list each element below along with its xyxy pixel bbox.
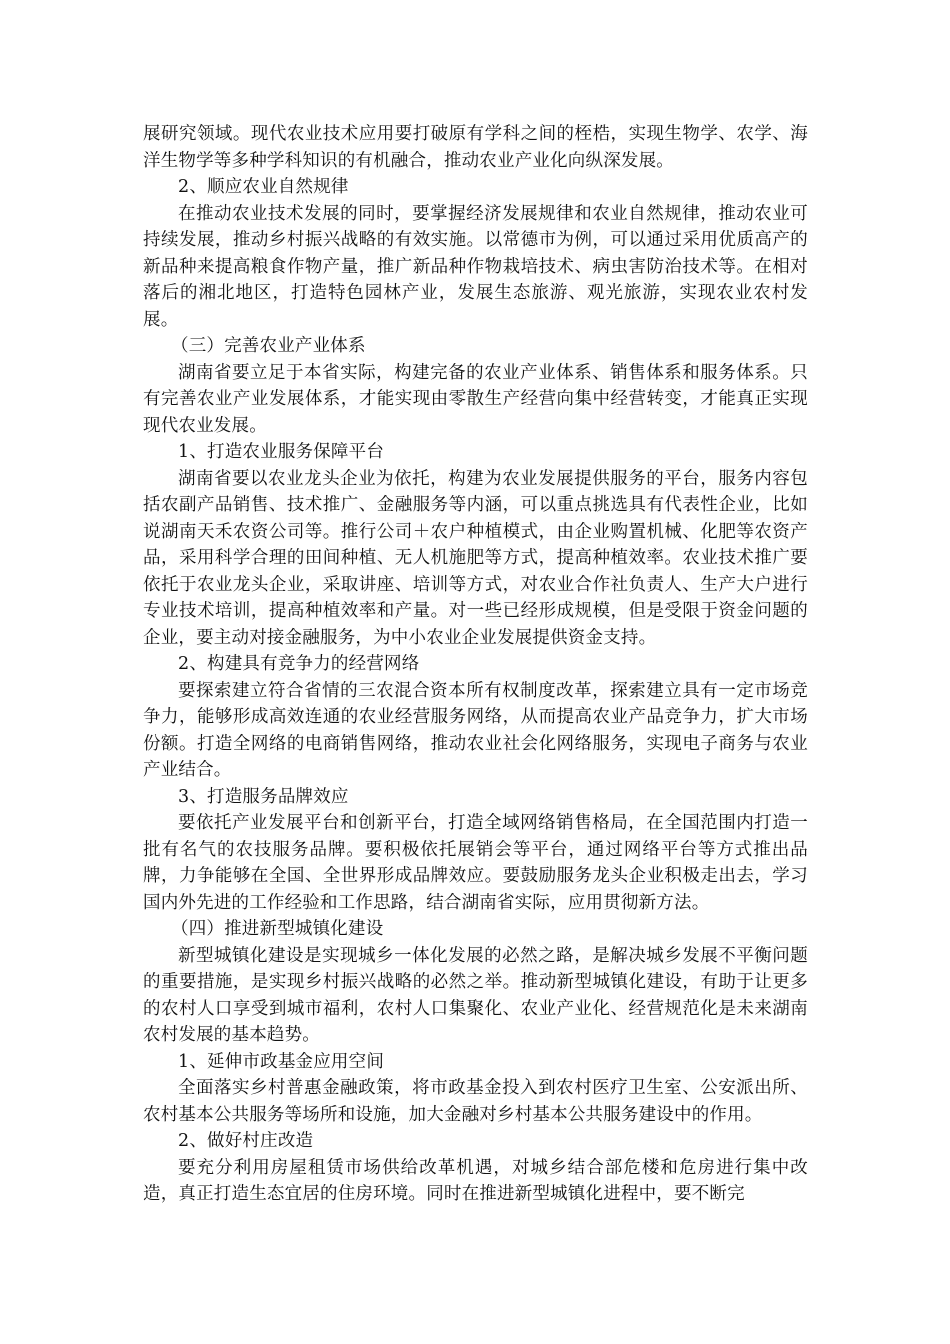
paragraph: 在推动农业技术发展的同时，要掌握经济发展规律和农业自然规律，推动农业可持续发展，推动乡村振兴战略的有效实施。以常德市为例，可以通过采用优质高产的新品种来提高粮食作物产量，推广新品种作物栽培技术、病虫害防治技术等。在相对落后的湘北地区，打造特色园林产业，发展生态旅游、观光旅游，实现农业农村发展。 [143,203,808,330]
paragraph: 湖南省要立足于本省实际，构建完备的农业产业体系、销售体系和服务体系。只有完善农业产业发展体系，才能实现由零散生产经营向集中经营转变，才能真正实现现代农业发展。 [143,362,808,436]
paragraph: 新型城镇化建设是实现城乡一体化发展的必然之路，是解决城乡发展不平衡问题的重要措施，是实现乡村振兴战略的必然之举。推动新型城镇化建设，有助于让更多的农村人口享受到城市福利，农村人口集聚化、农业产业化、经营规范化是未来湖南农村发展的基本趋势。 [143,945,808,1045]
subheading-follow-nature: 2、顺应农业自然规律 [178,177,349,197]
document-page [143,121,808,1208]
section-heading-industry-system: （三）完善农业产业体系 [171,336,366,356]
section-heading-urbanization: （四）推进新型城镇化建设 [171,919,384,939]
paragraph: 要依托产业发展平台和创新平台，打造全域网络销售格局，在全国范围内打造一批有名气的农技服务品牌。要积极依托展销会等平台，通过网络平台等方式推出品牌，力争能够在全国、全世界形成品牌效应。要鼓励服务龙头企业积极走出去，学习国内外先进的工作经验和工作思路，结合湖南省实际，应用贯彻新方法。 [143,813,808,913]
paragraph: 湖南省要以农业龙头企业为依托，构建为农业发展提供服务的平台，服务内容包括农副产品销售、技术推广、金融服务等内涵，可以重点挑选具有代表性企业，比如说湖南天禾农资公司等。推行公司＋农户种植模式，由企业购置机械、化肥等农资产品，采用科学合理的田间种植、无人机施肥等方式，提高种植效率。农业技术推广要依托于农业龙头企业，采取讲座、培训等方式，对农业合作社负责人、生产大户进行专业技术培训，提高种植效率和产量。对一些已经形成规模，但是受限于资金问题的企业，要主动对接金融服务，为中小农业企业发展提供资金支持。 [143,468,808,648]
subheading-village-renovation: 2、做好村庄改造 [178,1131,314,1151]
subheading-municipal-fund: 1、延伸市政基金应用空间 [178,1051,385,1072]
subheading-service-brand: 3、打造服务品牌效应 [178,786,349,807]
paragraph-continued: 展研究领域。现代农业技术应用要打破原有学科之间的桎梏，实现生物学、农学、海洋生物学等多种学科知识的有机融合，推动农业产业化向纵深发展。 [143,124,808,171]
paragraph: 全面落实乡村普惠金融政策，将市政基金投入到农村医疗卫生室、公安派出所、农村基本公共服务等场所和设施，加大金融对乡村基本公共服务建设中的作用。 [143,1078,808,1125]
subheading-service-platform: 1、打造农业服务保障平台 [178,442,385,462]
paragraph: 要探索建立符合省情的三农混合资本所有权制度改革，探索建立具有一定市场竞争力，能够形成高效连通的农业经营服务网络，从而提高农业产品竞争力，扩大市场份额。打造全网络的电商销售网络，推动农业社会化网络服务，实现电子商务与农业产业结合。 [143,680,808,780]
subheading-business-network: 2、构建具有竞争力的经营网络 [178,654,420,674]
paragraph: 要充分利用房屋租赁市场供给改革机遇，对城乡结合部危楼和危房进行集中改造，真正打造生态宜居的住房环境。同时在推进新型城镇化进程中，要不断完 [143,1157,808,1204]
